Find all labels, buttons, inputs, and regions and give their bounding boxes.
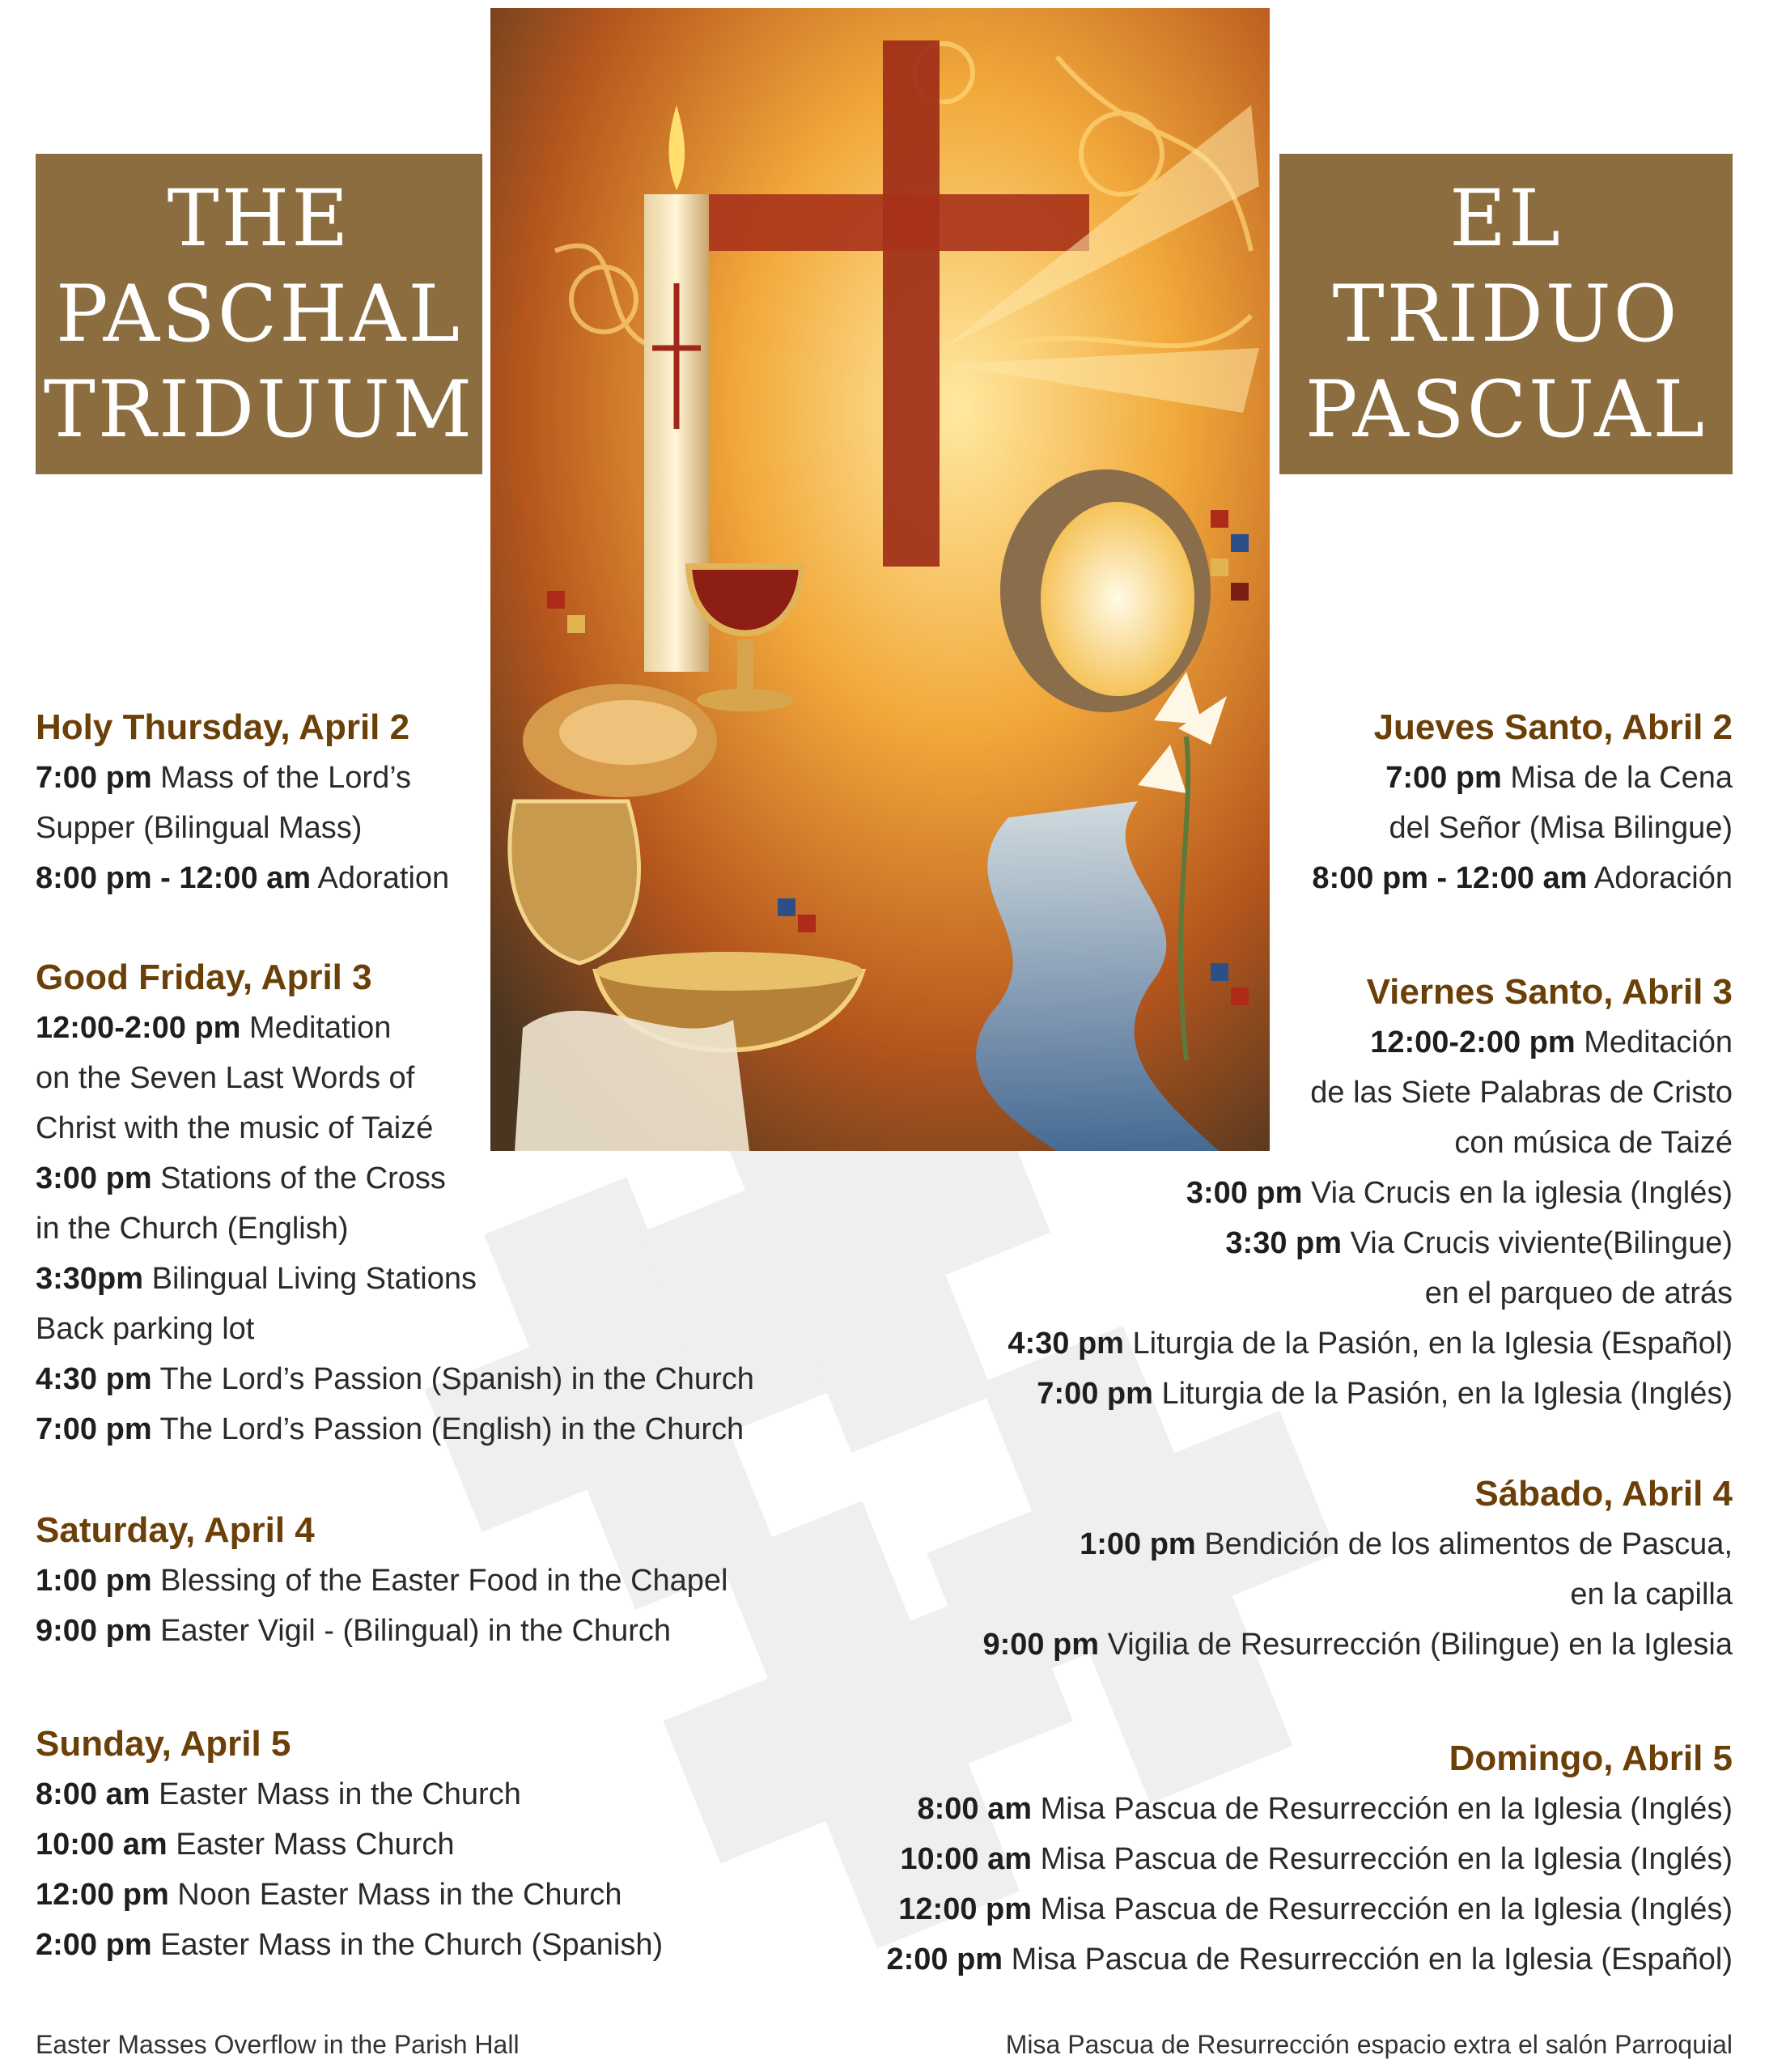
schedule-line: 10:00 am Easter Mass Church	[36, 1828, 455, 1862]
day-heading: Holy Thursday, April 2	[36, 707, 410, 747]
schedule-line: 3:30 pm Via Crucis viviente(Bilingue)	[1225, 1226, 1733, 1260]
title-line: PASCUAL	[1304, 364, 1707, 455]
schedule-line: 4:30 pm Liturgia de la Pasión, en la Iglesia (Español)	[1008, 1327, 1733, 1361]
schedule-line: Christ with the music of Taizé	[36, 1111, 434, 1145]
day-heading: Good Friday, April 3	[36, 957, 372, 997]
schedule-line: 7:00 pm Mass of the Lord’s	[36, 761, 411, 795]
title-line: TRIDUO	[1332, 269, 1680, 359]
schedule-line: 7:00 pm The Lord’s Passion (English) in the Church	[36, 1412, 745, 1446]
schedule-line: 8:00 am Easter Mass in the Church	[36, 1777, 521, 1811]
schedule-line: 12:00 pm Noon Easter Mass in the Church	[36, 1878, 622, 1912]
schedule-line: 9:00 pm Easter Vigil - (Bilingual) in the Church	[36, 1614, 671, 1648]
day-heading: Viernes Santo, Abril 3	[1366, 972, 1733, 1012]
schedule-domingo	[519, 1734, 1733, 1985]
schedule-line: 9:00 pm Vigilia de Resurrección (Bilingue) en la Iglesia	[982, 1628, 1733, 1662]
schedule-line: 2:00 pm Misa Pascua de Resurrección en la Iglesia (Español)	[886, 1942, 1733, 1976]
day-heading: Domingo, Abril 5	[1449, 1739, 1733, 1778]
schedule-viernes-santo	[519, 967, 1733, 1419]
schedule-line: 10:00 am Misa Pascua de Resurrección en la Iglesia (Inglés)	[900, 1842, 1733, 1876]
schedule-line: 3:00 pm Stations of the Cross	[36, 1161, 446, 1195]
title-line: PASCHAL	[55, 269, 463, 359]
schedule-line: con música de Taizé	[1454, 1126, 1733, 1160]
schedule-line: 2:00 pm Easter Mass in the Church (Spanish)	[36, 1928, 664, 1962]
title-line: EL	[1449, 173, 1563, 264]
schedule-line: Back parking lot	[36, 1312, 255, 1346]
title-line: THE	[167, 173, 351, 264]
title-line: TRIDUUM	[43, 364, 475, 455]
title-triduo-pascual	[1279, 154, 1733, 474]
schedule-line: 7:00 pm Misa de la Cena	[1385, 761, 1733, 795]
schedule-line: 12:00 pm Misa Pascua de Resurrección en la Iglesia (Inglés)	[898, 1892, 1733, 1926]
schedule-line: 1:00 pm Bendición de los alimentos de Pascua,	[1080, 1527, 1733, 1561]
day-heading: Saturday, April 4	[36, 1510, 315, 1550]
schedule-line: 12:00-2:00 pm Meditation	[36, 1011, 392, 1045]
schedule-line: 8:00 pm - 12:00 am Adoración	[1312, 861, 1733, 895]
schedule-line: 8:00 pm - 12:00 am Adoration	[36, 861, 450, 895]
schedule-line: 3:30pm Bilingual Living Stations	[36, 1262, 477, 1296]
title-paschal-triduum	[36, 154, 482, 474]
schedule-line: del Señor (Misa Bilingue)	[1389, 811, 1733, 845]
schedule-line: en la capilla	[1570, 1577, 1733, 1611]
schedule-line: de las Siete Palabras de Cristo	[1310, 1076, 1733, 1110]
day-heading: Sábado, Abril 4	[1474, 1474, 1733, 1514]
schedule-line: 7:00 pm Liturgia de la Pasión, en la Iglesia (Inglés)	[1037, 1377, 1733, 1411]
day-heading: Sunday, April 5	[36, 1724, 291, 1764]
schedule-jueves-santo	[519, 703, 1733, 903]
schedule-line: en el parqueo de atrás	[1424, 1276, 1733, 1310]
schedule-sabado	[519, 1469, 1733, 1670]
schedule-line: 3:00 pm Via Crucis en la iglesia (Inglés)	[1186, 1176, 1733, 1210]
schedule-line: in the Church (English)	[36, 1212, 349, 1246]
schedule-line: 12:00-2:00 pm Meditación	[1370, 1025, 1733, 1059]
footer-note-spanish: Misa Pascua de Resurrección espacio extra el salón Parroquial	[1005, 2030, 1733, 2059]
schedule-line: 4:30 pm The Lord’s Passion (Spanish) in the Church	[36, 1362, 754, 1396]
schedule-line: on the Seven Last Words of	[36, 1061, 415, 1095]
schedule-line: 8:00 am Misa Pascua de Resurrección en la Iglesia (Inglés)	[917, 1792, 1733, 1826]
schedule-line: 1:00 pm Blessing of the Easter Food in the Chapel	[36, 1564, 728, 1598]
day-heading: Jueves Santo, Abril 2	[1373, 707, 1733, 747]
footer-note-english: Easter Masses Overflow in the Parish Hall	[36, 2030, 520, 2059]
schedule-line: Supper (Bilingual Mass)	[36, 811, 363, 845]
